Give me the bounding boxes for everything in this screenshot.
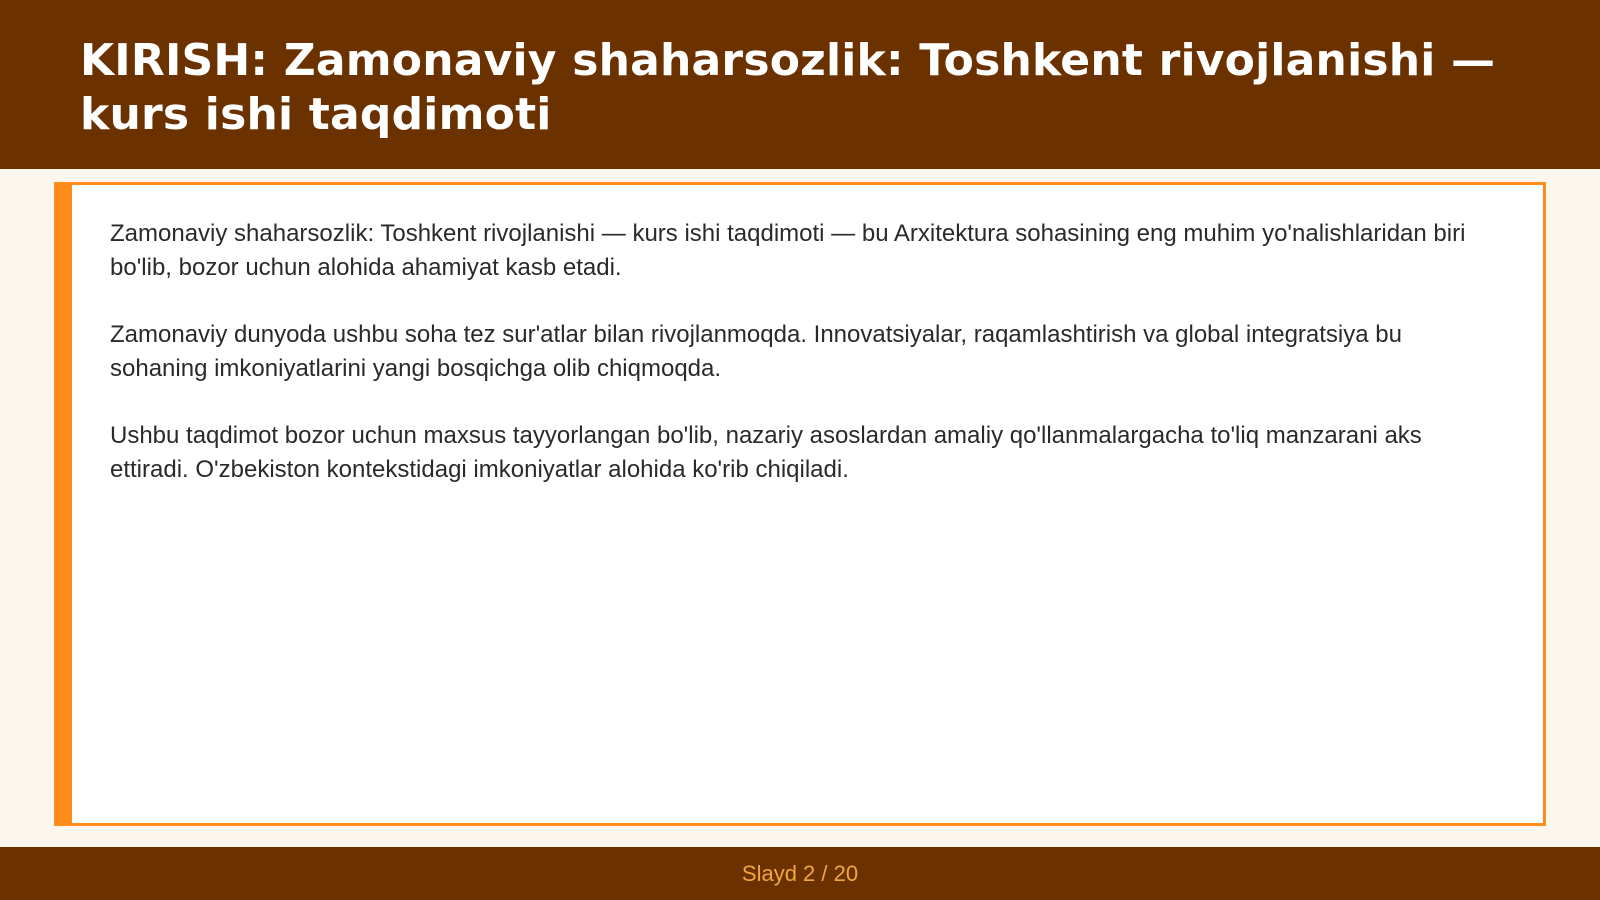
slide-footer xyxy=(0,847,1600,900)
slide-counter: Slayd 2 / 20 xyxy=(741,860,859,886)
content-card xyxy=(54,182,1546,826)
slide-header xyxy=(0,0,1600,169)
content-paragraph: Zamonaviy dunyoda ushbu soha tez sur'atlar bilan rivojlanmoqda. Innovatsiyalar, raqamlashtirish va global integratsiya bu sohaning imkoniyatlarini yangi bosqichga olib chiqmoqda. xyxy=(110,321,1402,382)
content-paragraph: Ushbu taqdimot bozor uchun maxsus tayyorlangan bo'lib, nazariy asoslardan amaliy qo'llanmalargacha to'liq manzarani aks ettiradi. O'zbekiston kontekstidagi imkoniyatlar alohida ko'rib chiqiladi. xyxy=(110,422,1422,483)
content-paragraph: Zamonaviy shaharsozlik: Toshkent rivojlanishi — kurs ishi taqdimoti — bu Arxitektura sohasining eng muhim yo'nalishlaridan biri bo'lib, bozor uchun alohida ahamiyat kasb etadi. xyxy=(110,220,1466,281)
slide-title: KIRISH: Zamonaviy shaharsozlik: Toshkent rivojlanishi — kurs ishi taqdimoti xyxy=(80,35,1496,140)
